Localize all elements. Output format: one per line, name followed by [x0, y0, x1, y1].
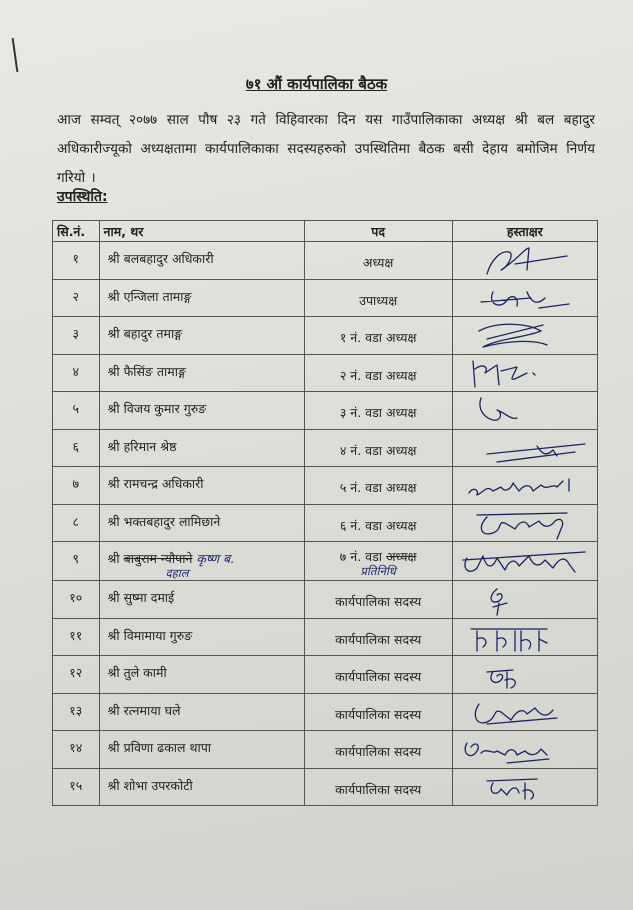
serial-cell: २ — [53, 279, 100, 317]
table-row — [53, 618, 598, 656]
name-cell: श्री बलबहादुर अधिकारी — [99, 242, 304, 280]
handwritten-surname: दहाल — [165, 566, 189, 580]
pen-stroke-mark — [12, 38, 19, 72]
serial-cell: ९ — [53, 542, 100, 581]
table-row — [53, 392, 598, 430]
name-cell: श्री बहादुर तमाङ्ग — [99, 317, 304, 355]
signature-cell — [452, 542, 597, 581]
name-cell: श्री विजय कुमार गुरुङ — [99, 392, 304, 430]
signature-cell — [452, 656, 597, 694]
table-row — [53, 429, 598, 467]
meeting-intro: आज सम्वत् २०७७ साल पौष २३ गते विहिवारका दिन यस गाउँपालिकाका अध्यक्ष श्री बल बहादुर अधिकारीज्यूको अध्यक्षतामा कार्यपालिकाका सदस्यहरुको उपस्थितिमा बैठक बसी देहाय बमोजिम निर्णय गरियो । — [57, 112, 595, 186]
serial-cell: १२ — [53, 656, 100, 694]
post-cell: ३ नं. वडा अध्यक्ष — [304, 392, 452, 430]
post-cell: कार्यपालिका सदस्य — [304, 618, 452, 656]
signature-cell — [452, 354, 597, 392]
signature-cell — [452, 768, 597, 806]
signature-11 — [457, 621, 593, 655]
table-row — [53, 317, 598, 355]
signature-14 — [457, 733, 593, 767]
signature-cell — [452, 731, 597, 769]
signature-cell — [452, 429, 597, 467]
signature-6 — [457, 432, 593, 466]
post-cell — [304, 542, 452, 581]
post-cell: कार्यपालिका सदस्य — [304, 693, 452, 731]
name-cell: श्री भक्तबहादुर लामिछाने — [99, 504, 304, 542]
signature-12 — [457, 658, 593, 692]
meeting-heading: ७१ औं कार्यपालिका बैठक — [245, 75, 388, 93]
signature-cell — [452, 467, 597, 505]
post-cell: उपाध्यक्ष — [304, 279, 452, 317]
header-serial: सि.नं. — [53, 221, 100, 242]
table-header-row — [53, 221, 598, 242]
post-cell: कार्यपालिका सदस्य — [304, 581, 452, 619]
table-row — [53, 581, 598, 619]
name-cell: श्री विमामाया गुरुङ — [99, 618, 304, 656]
name-cell: श्री रत्नमाया घले — [99, 693, 304, 731]
post-prefix: ७ नं. वडा — [339, 549, 383, 564]
serial-cell: ८ — [53, 504, 100, 542]
table-row — [53, 504, 598, 542]
signature-1 — [457, 244, 593, 278]
serial-cell: ४ — [53, 354, 100, 392]
name-prefix: श्री — [107, 551, 120, 566]
handwritten-name: कृष्ण ब. — [196, 551, 235, 566]
signature-cell — [452, 317, 597, 355]
signature-2 — [457, 282, 593, 316]
post-cell: कार्यपालिका सदस्य — [304, 768, 452, 806]
post-cell: ६ नं. वडा अध्यक्ष — [304, 504, 452, 542]
post-cell: कार्यपालिका सदस्य — [304, 656, 452, 694]
signature-cell — [452, 693, 597, 731]
signature-5 — [457, 394, 593, 428]
name-cell: श्री एन्जिला तामाङ्ग — [99, 279, 304, 317]
table-row — [53, 693, 598, 731]
table-row — [53, 279, 598, 317]
struck-name: बाबुराम न्यौपाने — [123, 551, 193, 566]
name-cell: श्री शोभा उपरकोटी — [99, 768, 304, 806]
serial-cell: ३ — [53, 317, 100, 355]
serial-cell: १५ — [53, 768, 100, 806]
attendance-label: उपस्थिति: — [57, 189, 108, 205]
name-cell: श्री रामचन्द्र अधिकारी — [99, 467, 304, 505]
post-cell: २ नं. वडा अध्यक्ष — [304, 354, 452, 392]
table-row — [53, 731, 598, 769]
name-cell: श्री प्रविणा ढकाल थापा — [99, 731, 304, 769]
post-cell: अध्यक्ष — [304, 242, 452, 280]
name-cell: श्री सुष्मा दमाई — [99, 581, 304, 619]
struck-post: अध्यक्ष — [386, 549, 417, 564]
signature-cell — [452, 618, 597, 656]
name-cell: श्री तुले कामी — [99, 656, 304, 694]
signature-7 — [457, 469, 593, 503]
name-cell: श्री हरिमान श्रेष्ठ — [99, 429, 304, 467]
signature-3 — [457, 319, 593, 353]
signature-10 — [457, 583, 593, 617]
serial-cell: १ — [53, 242, 100, 280]
attendance-table — [52, 220, 598, 806]
signature-4 — [457, 357, 593, 391]
header-name: नाम, थर — [99, 221, 304, 242]
serial-cell: ११ — [53, 618, 100, 656]
serial-cell: ५ — [53, 392, 100, 430]
serial-cell: ७ — [53, 467, 100, 505]
header-post: पद — [304, 221, 452, 242]
name-cell — [99, 542, 304, 581]
table-row — [53, 242, 598, 280]
signature-9 — [457, 544, 593, 578]
serial-cell: १४ — [53, 731, 100, 769]
table-row — [53, 656, 598, 694]
table-row — [53, 542, 598, 581]
post-cell: कार्यपालिका सदस्य — [304, 731, 452, 769]
table-row — [53, 354, 598, 392]
post-cell: ४ नं. वडा अध्यक्ष — [304, 429, 452, 467]
signature-15 — [457, 771, 593, 805]
name-cell: श्री फैसिंङ तामाङ्ग — [99, 354, 304, 392]
post-cell: ५ नं. वडा अध्यक्ष — [304, 467, 452, 505]
signature-cell — [452, 279, 597, 317]
header-signature: हस्ताक्षर — [452, 221, 597, 242]
table-row — [53, 768, 598, 806]
serial-cell: १० — [53, 581, 100, 619]
post-cell: १ नं. वडा अध्यक्ष — [304, 317, 452, 355]
table-row — [53, 467, 598, 505]
signature-13 — [457, 696, 593, 730]
serial-cell: ६ — [53, 429, 100, 467]
signature-cell — [452, 581, 597, 619]
signature-cell — [452, 242, 597, 280]
signature-cell — [452, 504, 597, 542]
serial-cell: १३ — [53, 693, 100, 731]
signature-cell — [452, 392, 597, 430]
signature-8 — [457, 507, 593, 541]
handwritten-post: प्रतिनिधि — [360, 564, 396, 578]
